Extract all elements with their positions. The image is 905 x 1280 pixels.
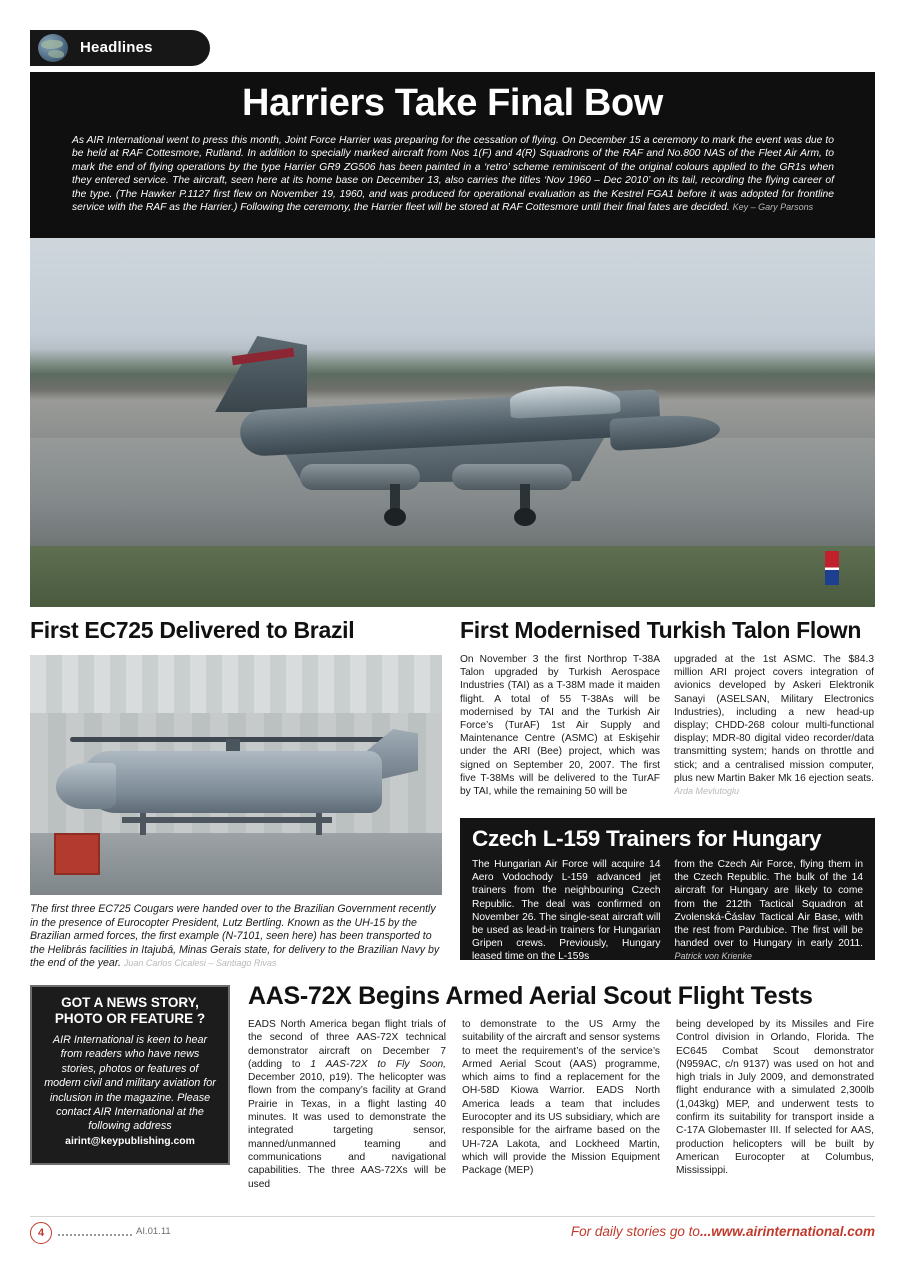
lead-headline: Harriers Take Final Bow — [242, 82, 663, 124]
aas-col1-part-a: EADS North America began flight trials of the second of three AAS-72X technical demonstrator aircraft on December 7 (adding to — [248, 1019, 446, 1070]
helicopter-leg-front — [140, 813, 146, 835]
aas-columns — [248, 1018, 875, 1191]
grass-foreground — [30, 546, 875, 607]
talon-credit: Arda Mevlutoglu — [674, 786, 740, 797]
wheel-front — [384, 508, 406, 526]
talon-column-2-text: upgraded at the 1st ASMC. The $84.3 million ARI project covers integration of avionics developed by Askeri Elektronik Sanayi (ASELSAN, Military Electronics Industries), including a new head-up display; CHDD-268 colour multi-functional display; MDR-80 digital video recorder/data transmitting system; hands on throttle and stick; and a centralised mission computer, plus new Martin Baker Mk 16 ejection seats. — [674, 654, 874, 784]
wheel-rear — [514, 508, 536, 526]
footer-dotted-rule — [58, 1234, 132, 1236]
flag-marker — [825, 551, 839, 585]
ec725-credit: Juan Carlos Cicalesi – Santiago Rivas — [123, 958, 277, 969]
ground-equipment — [54, 833, 100, 875]
aircraft-pylon-left — [300, 464, 420, 490]
section-label: Headlines — [80, 39, 153, 56]
harrier-photo — [30, 238, 875, 607]
ec725-caption-text: The first three EC725 Cougars were handed over to the Brazilian Government recently in the presence of Eurocopter President, Lutz Bertling. Known as the UH-15 by the Brazilian armed forces, the first example (N-7101, seen here) has been transported to the Helibrás facilities in Itajubá, Minas Gerais state, for delivery to the Brazilian Navy by the end of the year. — [30, 903, 440, 970]
czech-column-2-text: from the Czech Air Force, flying them in the Czech Republic. The bulk of the 14 aircraft for Hungary are likely to come from the 212th Tactical Squadron at Zvolenská-Čáslav Tactical Air Base, with the rest from Pardubice. The first will be handed over to Hungary in early 2011. — [674, 859, 863, 950]
helicopter-leg-rear — [316, 813, 322, 835]
news-box-body — [42, 1033, 218, 1149]
issue-code: AI.01.11 — [136, 1226, 171, 1237]
talon-columns — [460, 653, 875, 798]
aircraft-nose — [609, 413, 721, 451]
talon-column-1: On November 3 the first Northrop T-38A Talon upgraded by Turkish Aerospace Industries (TAI) as a T-38M made it maiden flight. A total of 55 T-38As will be modernised by TAI and the Turkish Air Force’s (TurAF) 1st Air Supply and Maintenance Centre (ASMC) at Eskişehir under the ARI (Bee) project, which was signed on September 20, 2007. The first five T-38Ms will be delivered to the TurAF by TAI, while the remaining 50 will be — [460, 654, 660, 798]
czech-columns — [472, 858, 863, 964]
aas-column-3: being developed by its Missiles and Fire Control division in Orlando, Florida. The EC645 Combat Scout demonstrator (N959AC, c/n 9137) was used on hot and high trials in July 2009, and demonstrated flight endurance with a simulated 2,300lb (1,043kg) MEP, and underwent tests to confirm its suitability for transport inside a C-17A Globemaster III. If selected for AAS, production helicopters will be built by American Eurocopter at Columbus, Mississippi. — [676, 1019, 874, 1177]
helicopter-fuselage — [82, 751, 382, 813]
czech-credit: Patrick von Krienke — [674, 951, 753, 962]
footer-rule — [30, 1216, 875, 1217]
helicopter-skids — [122, 817, 332, 823]
harrier-aircraft — [180, 308, 740, 523]
aircraft-tail — [215, 336, 307, 412]
news-box-title: GOT A NEWS STORY, PHOTO OR FEATURE ? — [54, 995, 206, 1026]
hangar-roof — [30, 655, 442, 713]
globe-icon — [38, 34, 68, 62]
masthead — [30, 30, 875, 66]
footer-promo-prefix: For daily stories go to — [570, 1224, 700, 1239]
aas-column-2: to demonstrate to the US Army the suitability of the aircraft and sensor systems to meet the requirement’s of the service’s Armed Aerial Scout (AAS) programme, which aims to find a replacement for the OH-58D Kiowa Warrior. EADS North America leads a team that includes Eurocopter and its US subsidiary, which are responsible for the airframe based on the UH-72A Lakota, and Lockheed Martin, which will provide the Mission Equipment Package (MEP) — [462, 1019, 660, 1177]
ec725-photo — [30, 655, 442, 895]
news-box-text: AIR International is keen to hear from readers who have news stories, photos or features of modern civil and military aviation for inclusion in the magazine. Please contact AIR International at the following address — [44, 1034, 216, 1133]
article-czech-l159 — [460, 818, 875, 963]
page-number: 4 — [30, 1222, 52, 1244]
aas-col1-italic-reference: 1 AAS-72X to Fly Soon, — [310, 1058, 446, 1070]
aircraft-canopy — [509, 383, 620, 419]
talon-column-2 — [674, 653, 874, 798]
lead-body-text: As AIR International went to press this month, Joint Force Harrier was preparing for the cessation of flying. On December 15 a ceremony to mark the event was due to be held at RAF Cottesmore, Rutland. In addition to specially marked aircraft from Nos 1(F) and 4(R) Squadrons of the RAF and No.800 NAS of the Fleet Air Arm, to mark the end of flying operations by the type Harrier GR9 ZG506 has been painted in a ‘retro’ scheme reminiscent of the original colours applied to the GR1s when they entered service. The aircraft, seen here at its home base on December 13, also carries the titles ‘Nov 1960 – Dec 2010’ on its tail, recording the flying career of the type. (The Hawker P.1127 first flew on November 19, 1960, and was produced for operational evaluation as the Kestrel FGA1 before it was adopted for frontline service with the RAF as the Harrier.) Following the ceremony, the Harrier fleet will be stored at RAF Cottesmore until their final fates are decided. — [72, 135, 834, 214]
footer-promo-url[interactable]: ...www.airinternational.com — [699, 1224, 875, 1239]
ec725-headline: First EC725 Delivered to Brazil — [30, 617, 355, 643]
czech-column-1: The Hungarian Air Force will acquire 14 Aero Vodochody L-159 advanced jet trainers from the neighbouring Czech Republic. The deal was confirmed on November 26. The single-seat aircraft will be used as lead-in trainers for Hungarian Gripen crews. Previously, Hungary leased time on the L-159s — [472, 859, 661, 963]
aircraft-pylon-right — [452, 464, 572, 490]
lead-body — [72, 134, 834, 214]
aas-col1-part-b: December 2010, p19). The helicopter was flown from the company’s facility at Grand Prairie in Texas, in a flight lasting 40 minutes. It was used to demonstrate the integrated targeting sensor, manned/unmanned teaming and communications and navigational capabilities. The three AAS-72Xs will be used — [248, 1072, 446, 1190]
talon-headline: First Modernised Turkish Talon Flown — [460, 617, 862, 643]
news-submission-box — [30, 985, 230, 1165]
czech-column-2 — [675, 858, 864, 964]
page-footer — [0, 1222, 905, 1252]
lead-story — [30, 72, 875, 607]
news-box-email[interactable]: airint@keypublishing.com — [65, 1135, 195, 1147]
lead-credit: Key – Gary Parsons — [732, 202, 814, 213]
helicopter-nose — [56, 763, 116, 809]
aas-column-1 — [248, 1018, 446, 1191]
footer-promo[interactable] — [571, 1224, 875, 1239]
ec725-caption — [30, 903, 442, 971]
aas-headline: AAS-72X Begins Armed Aerial Scout Flight Tests — [248, 982, 813, 1010]
czech-headline: Czech L-159 Trainers for Hungary — [472, 826, 822, 851]
